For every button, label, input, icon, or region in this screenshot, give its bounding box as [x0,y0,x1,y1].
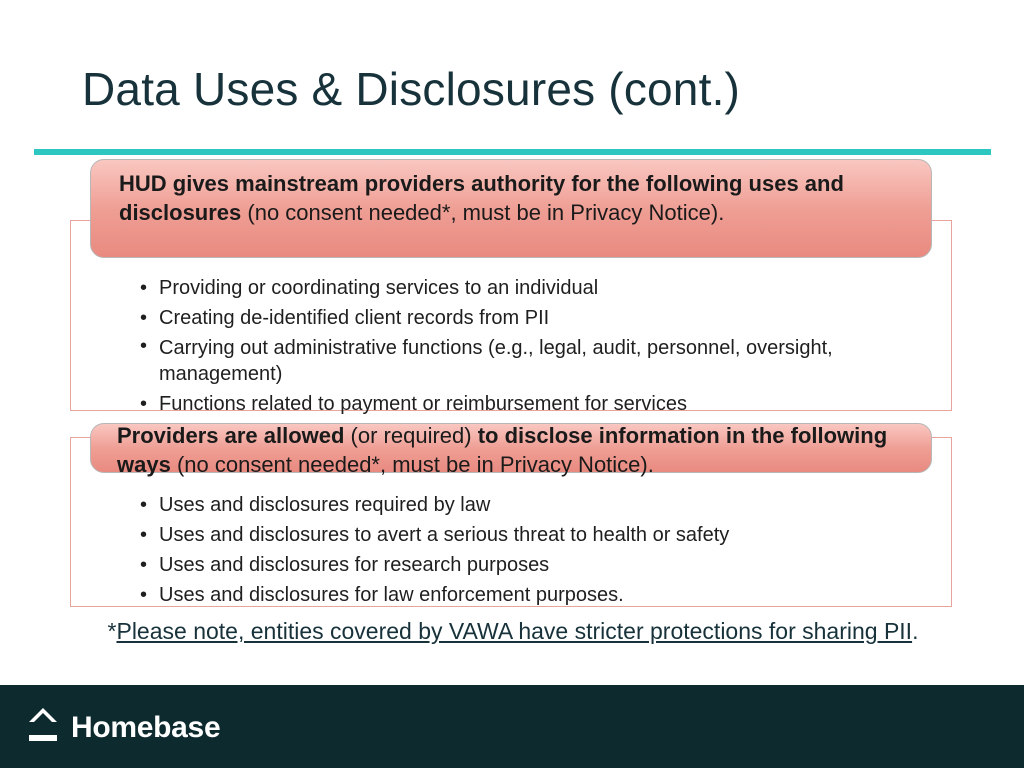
list-item: • Uses and disclosures required by law [140,490,900,520]
note-asterisk: * [107,618,117,644]
box2-header [90,423,932,477]
list-item: • Providing or coordinating services to an individual [140,273,900,303]
list-item: • Uses and disclosures for research purposes [140,550,900,580]
box2-header-mid: (or required) [344,423,478,448]
note-period: . [912,618,919,644]
box1-bullet-list [140,273,900,419]
box2-header-rest: (no consent needed*, must be in Privacy Notice). [170,452,654,477]
list-item: • Functions related to payment or reimbursement for services [140,389,900,419]
list-item: • Creating de-identified client records from PII [140,303,900,333]
box1-header-rest: (no consent needed*, must be in Privacy Notice). [241,200,725,225]
list-item: • Uses and disclosures to avert a serious threat to health or safety [140,520,900,550]
box2-header-bold-2: to disclose information in the following ways [117,423,888,477]
box1-header [90,159,932,258]
house-icon [28,707,58,741]
note-link[interactable]: Please note, entities covered by VAWA have stricter protections for sharing PII [116,618,913,644]
list-item: • Uses and disclosures for law enforcement purposes. [140,580,900,610]
title-divider [34,149,991,155]
box1-header-bold: HUD gives mainstream providers authority for the following uses and disclosures [119,171,844,225]
vawa-note [100,616,926,647]
list-item: • Carrying out administrative functions (e.g., legal, audit, personnel, oversight, management) [140,333,900,389]
box2-bullet-list [140,490,900,610]
brand-logo-text: Homebase [71,711,221,744]
box2-header-bold-1: Providers are allowed [117,423,345,448]
slide-title: Data Uses & Disclosures (cont.) [82,63,741,115]
